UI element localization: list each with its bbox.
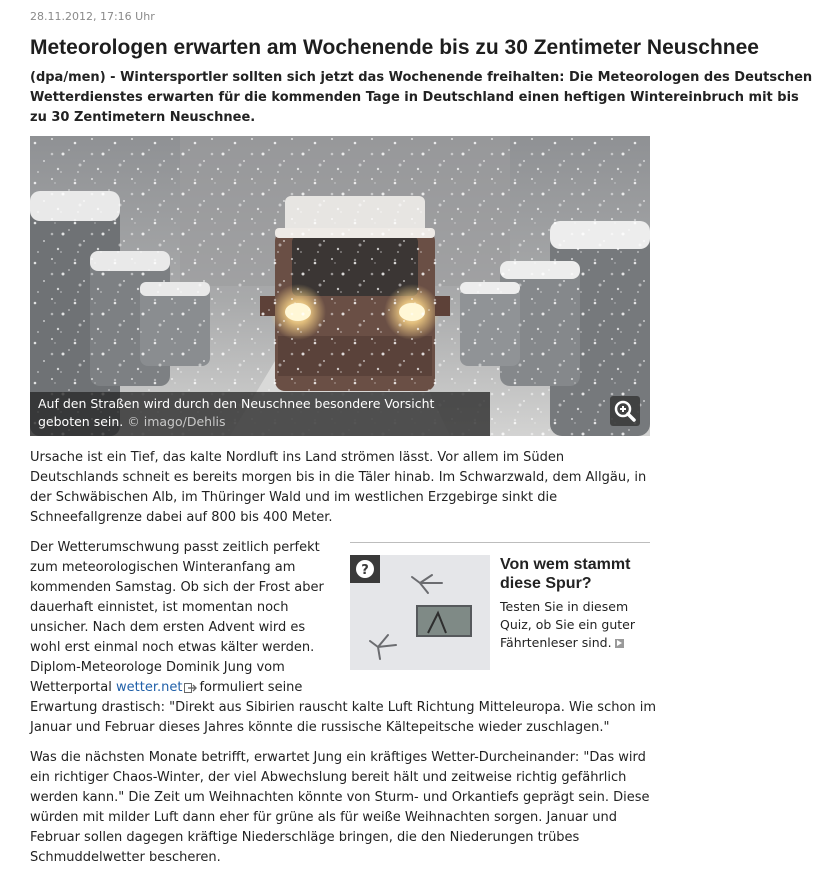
teaser-image[interactable]: [350, 555, 490, 670]
article-lead: (dpa/men) - Wintersportler sollten sich jetzt das Wochenende freihalten: Die Meteorologen des Deutschen Wetterdienstes erwarten für die kommenden Tage in Deutschland einen heftigen Wintereinbruch mit bis zu 30 Zentimetern Neuschnee.: [30, 70, 813, 125]
caption-text: Auf den Straßen wird durch den Neuschnee besondere Vorsicht geboten sein.: [38, 396, 435, 429]
teaser-text: [500, 598, 650, 652]
wetter-net-link[interactable]: wetter.net: [116, 680, 183, 695]
quiz-badge: [350, 555, 380, 583]
image-credit: © imago/Dehlis: [127, 414, 226, 429]
paragraph-3: Was die nächsten Monate betrifft, erwartet Jung ein kräftiges Wetter-Durcheinander: "Das wird ein richtiger Chaos-Winter, der viel Abwechslung bereit hält und zeitweise richtig gefährlich werden kann." Die Zeit um Weihnachten könnte von Sturm- und Orkantiefs geprägt sein. Diese würden mit milder Luft dann eher für grüne als für weiße Weihnachten sorgen. Januar und Februar sollen dagegen kräftige Niederschläge bringen, die den Niederungen trübes Schmuddelwetter bescheren.: [30, 750, 650, 865]
zoom-in-button[interactable]: [610, 396, 640, 426]
article-date: 28.11.2012, 17:16 Uhr: [30, 10, 155, 23]
image-caption: [30, 392, 490, 436]
zoom-in-icon: [610, 396, 640, 426]
teaser-text-body: Testen Sie in diesem Quiz, ob Sie ein guter Fährtenleser sind.: [500, 599, 636, 650]
article-headline: Meteorologen erwarten am Wochenende bis zu 30 Zentimeter Neuschnee: [30, 36, 759, 59]
snowy-street-image: [30, 136, 650, 436]
article-photo[interactable]: [30, 136, 650, 436]
paragraph-2-end: formuliert seine: [199, 680, 303, 695]
teaser-title[interactable]: Von wem stammt diese Spur?: [500, 556, 631, 592]
quiz-teaser[interactable]: [350, 542, 650, 673]
quiz-badge-text: ?: [361, 563, 369, 578]
paragraph-1: Ursache ist ein Tief, das kalte Nordluft ins Land strömen lässt. Vor allem im Süden Deutschlands schneit es bereits morgen bis in die Täler hinab. Im Schwarzwald, dem Allgäu, in der Schwäbischen Alb, im Thüringer Wald und im westlichen Erzgebirge sinkt die Schneefallgrenze dabei auf 800 bis 400 Meter.: [30, 450, 647, 525]
paragraph-2-continued: Erwartung drastisch: "Direkt aus Sibirien rauscht kalte Luft Richtung Mitteleuropa. Wie schon im Januar und Februar dieses Jahres könnte die russische Kältepeitsche wieder zuschlagen.": [30, 700, 657, 735]
external-link-icon: [184, 683, 197, 693]
paragraph-2-text: Der Wetterumschwung passt zeitlich perfekt zum meteorologischen Winteranfang am kommenden Samstag. Ob sich der Frost aber dauerhaft einnistet, ist momentan noch unsicher. Nach dem ersten Advent wird es wohl erst einmal noch etwas kälter werden. Diplom-Meteorologe Dominik Jung vom Wetterportal: [30, 540, 324, 695]
paragraph-2: [30, 538, 330, 698]
question-mark-icon: [350, 555, 380, 583]
arrow-right-icon[interactable]: [615, 639, 624, 648]
